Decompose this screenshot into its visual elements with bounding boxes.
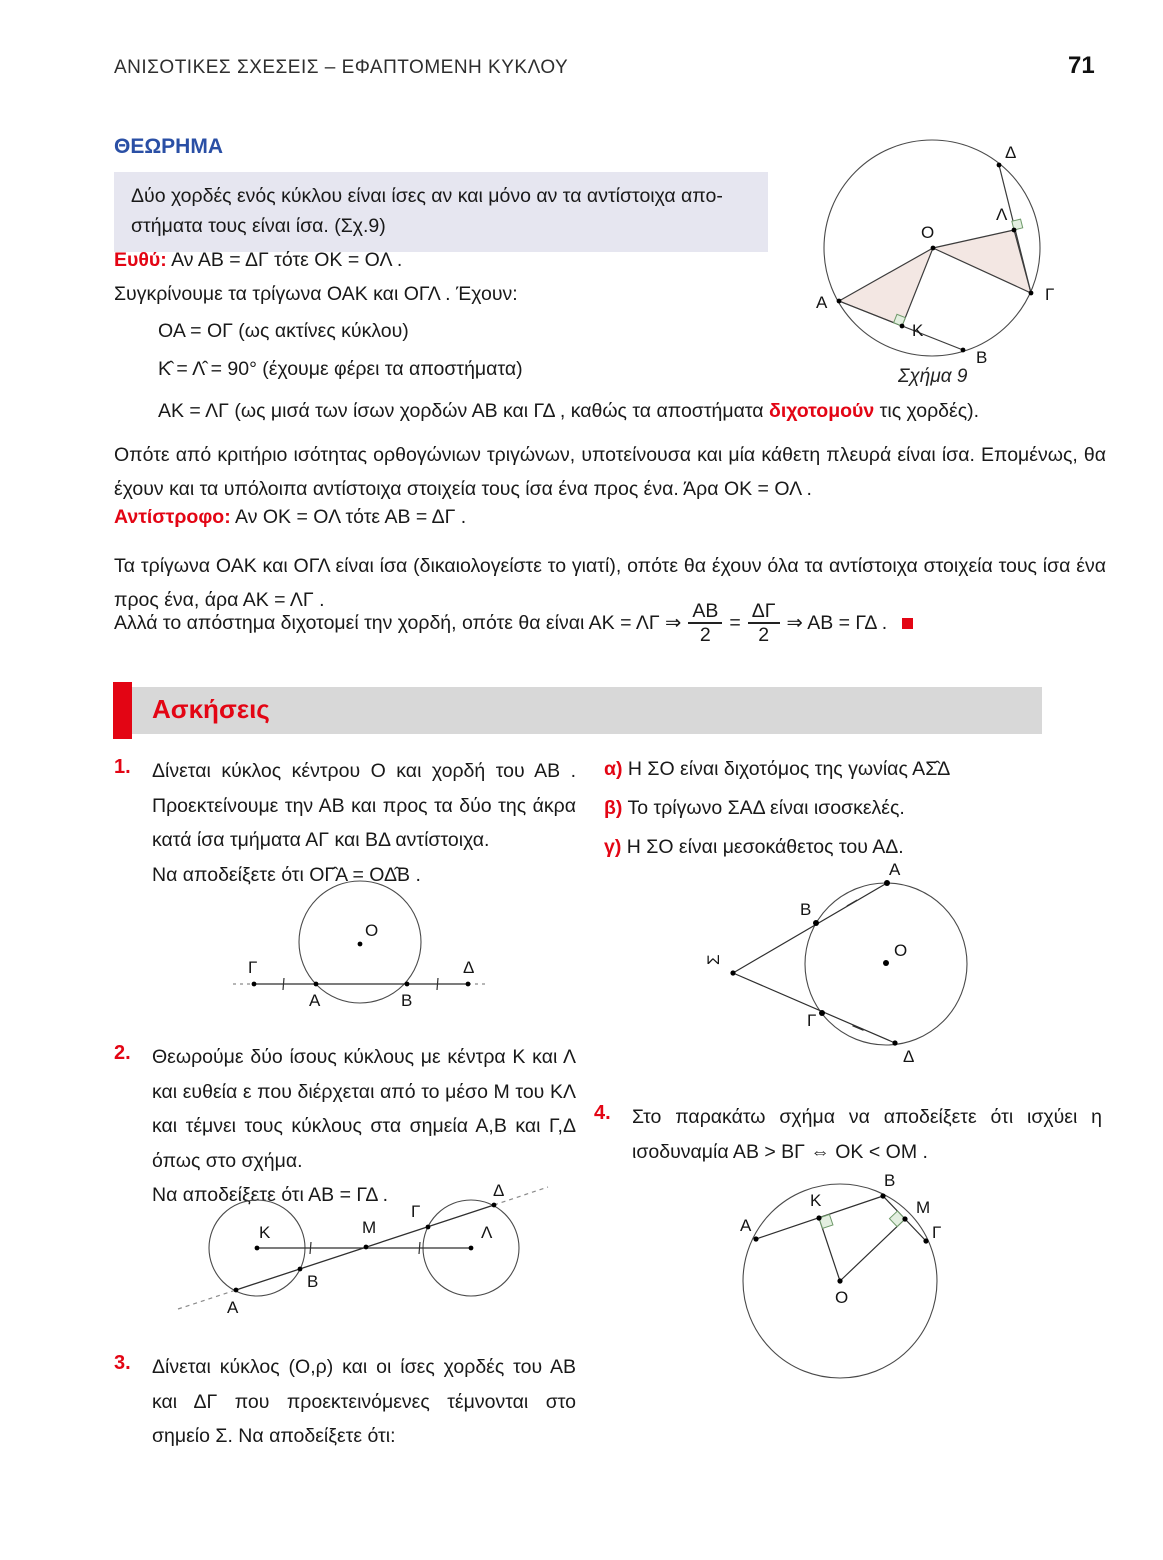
point-label-beta: Β: [307, 1272, 319, 1291]
page-title: ΑΝΙΣΟΤΙΚΕΣ ΣΧΕΣΕΙΣ – ΕΦΑΠΤΟΜΕΝΗ ΚΥΚΛΟΥ: [114, 57, 569, 78]
point-label-beta: Β: [401, 991, 413, 1010]
exercise1-shapes: [233, 881, 489, 1003]
exercise1-diagram: [225, 872, 515, 1034]
conclusion-prefix: Αλλά το απόστημα διχοτομεί την χορδή, οπότε θα είναι ΑΚ = ΛΓ ⇒: [114, 612, 682, 634]
theorem-heading: ΘΕΩΡΗΜΑ: [114, 135, 224, 158]
point-label-gamma: Γ: [1045, 285, 1055, 304]
exercise3-diagram: [688, 862, 1008, 1077]
exercise4-number: 4.: [594, 1102, 611, 1124]
exercise2-task: Να αποδείξετε ότι ΑΒ = ΓΔ .: [152, 1184, 389, 1206]
direct-label: Ευθύ:: [114, 249, 167, 271]
point-label-delta: Δ: [493, 1181, 505, 1200]
point-label-gamma: Γ: [248, 958, 258, 977]
step3-highlight: διχοτομούν: [769, 400, 875, 422]
page-number: 71: [1068, 52, 1095, 79]
sub-g-text: Η ΣΟ είναι μεσοκάθετος του ΑΔ.: [621, 836, 904, 858]
point-label-kappa: Κ: [810, 1191, 822, 1210]
proof-paragraph2: Τα τρίγωνα ΟΑΚ και ΟΓΛ είναι ίσα (δικαιολογείστε το γιατί), οπότε θα έχουν όλα τα αντίστοιχα στοιχεία τους ίσα ένα προς ένα, άρα ΑΚ = ΛΓ .: [114, 555, 1106, 611]
point-label-beta: Β: [884, 1171, 896, 1190]
point-label-alpha: Α: [816, 293, 828, 312]
exercise4-body: Στο παρακάτω σχήμα να αποδείξετε ότι ισχύει η ισοδυναμία ΑΒ > ΒΓ ⇔ ΟΚ < ΟΜ .: [632, 1106, 1102, 1163]
point-label-delta: Δ: [463, 958, 475, 977]
converse-label: Αντίστροφο:: [114, 506, 231, 528]
step2-note: (έχουμε φέρει τα αποστήματα): [256, 358, 523, 380]
fraction-dg-2: [748, 600, 780, 646]
sub-a-text: Η ΣΟ είναι διχοτόμος της γωνίας ΑΣ̂Δ: [622, 758, 951, 780]
point-label-lambda: Λ: [481, 1223, 493, 1242]
point-label-o: Ο: [894, 941, 908, 960]
figure9-caption: Σχήμα 9: [898, 366, 968, 387]
conclusion-suffix: ⇒ ΑΒ = ΓΔ .: [786, 612, 888, 634]
exercise3-sub-g: [604, 836, 904, 859]
exercise3-body: Δίνεται κύκλος (Ο,ρ) και οι ίσες χορδές του ΑΒ και ΔΓ που προεκτεινόμενες τέμνονται στο σημείο Σ. Να αποδείξετε ότι:: [152, 1356, 576, 1447]
fraction1-numerator: ΑΒ: [692, 599, 719, 622]
fraction-equals: =: [729, 611, 741, 634]
point-label-beta: Β: [800, 900, 812, 919]
sub-b-text: Το τρίγωνο ΣΑΔ είναι ισοσκελές.: [622, 797, 905, 819]
exercise2-shapes: [178, 1187, 548, 1309]
point-label-beta: Β: [976, 348, 988, 367]
qed-marker: [902, 618, 913, 629]
fraction2-denominator: 2: [758, 623, 770, 646]
sub-a-label: α): [604, 758, 623, 780]
exercises-red-block: [113, 682, 132, 739]
point-label-delta: Δ: [903, 1047, 915, 1066]
figure9-shapes: [824, 140, 1040, 356]
point-label-o: Ο: [835, 1288, 849, 1307]
exercise4-shapes: [743, 1184, 937, 1378]
point-label-delta: Δ: [1005, 143, 1017, 162]
point-label-alpha: Α: [740, 1216, 752, 1235]
point-label-o: Ο: [365, 921, 379, 940]
point-label-sigma: Σ: [704, 954, 723, 965]
point-label-o: Ο: [921, 223, 935, 242]
sub-b-label: β): [604, 797, 623, 819]
proof-paragraph1: Οπότε από κριτήριο ισότητας ορθογώνιων τριγώνων, υποτείνουσα και μία κάθετη πλευρά είναι ίσα. Επομένως, θα έχουν και τα υπόλοιπα αντίστοιχα στοιχεία τους ίσα ένα προς ένα. Άρα ΟΚ = ΟΛ .: [114, 444, 1106, 500]
proof-conclusion-line: [114, 592, 913, 654]
theorem-box: [114, 172, 768, 252]
point-label-alpha: Α: [227, 1298, 239, 1317]
exercise3-sub-b: [604, 797, 905, 820]
exercise3-shapes: [730, 880, 967, 1046]
fraction2-numerator: ΔΓ: [751, 599, 776, 622]
exercise1-body: Δίνεται κύκλος κέντρου Ο και χορδή του ΑΒ . Προεκτείνουμε την ΑΒ και προς τα δύο της άκρα κατά ίσα τμήματα ΑΓ και ΒΔ αντίστοιχα.: [152, 760, 576, 851]
theorem-text-line1: Δύο χορδές ενός κύκλου είναι ίσες αν και μόνο αν τα αντίστοιχα απο-: [131, 185, 723, 207]
step3-note-before: (ως μισά των ίσων χορδών ΑΒ και ΓΔ , καθώς τα αποστήματα: [228, 400, 769, 422]
point-label-alpha: Α: [889, 862, 901, 879]
proof-step1: [158, 320, 409, 343]
point-label-mu: Μ: [916, 1198, 931, 1217]
exercise2-number: 2.: [114, 1042, 131, 1064]
step3-math: ΑΚ = ΛΓ: [158, 400, 229, 422]
fraction-ab-2: [688, 600, 722, 646]
exercise4-diagram: [698, 1168, 998, 1413]
exercises-heading: Ασκήσεις: [152, 694, 270, 724]
proof-compare-line: Συγκρίνουμε τα τρίγωνα ΟΑΚ και ΟΓΛ . Έχουν:: [114, 283, 518, 305]
theorem-text-line2: στήματα τους είναι ίσα. (Σχ.9): [131, 215, 386, 237]
exercise1-task: Να αποδείξετε ότι ΟΓ̂Α = ΟΔ̂Β .: [152, 863, 421, 886]
exercise2-diagram: [163, 1180, 563, 1350]
exercise3-sub-a: [604, 758, 950, 781]
figure9-diagram: [808, 118, 1120, 368]
point-label-gamma: Γ: [932, 1223, 942, 1242]
point-label-lambda: Λ: [996, 205, 1008, 224]
proof-step2: [158, 358, 523, 381]
converse-text: Αν ΟΚ = ΟΛ τότε ΑΒ = ΔΓ .: [235, 506, 467, 528]
sub-g-label: γ): [604, 836, 622, 858]
point-label-gamma: Γ: [807, 1011, 817, 1030]
exercise2-body: Θεωρούμε δύο ίσους κύκλους με κέντρα Κ και Λ και ευθεία ε που διέρχεται από το μέσο Μ του ΚΛ και τέμνει τους κύκλους στα σημεία Α,Β και Γ,Δ όπως στο σχήμα.: [152, 1046, 576, 1172]
step3-note-after: τις χορδές).: [874, 400, 980, 422]
point-label-kappa: Κ: [259, 1223, 271, 1242]
proof-converse-line: [114, 506, 466, 529]
proof-step3: [158, 400, 979, 423]
point-label-gamma: Γ: [411, 1202, 421, 1221]
proof-direct-line: [114, 249, 402, 272]
point-label-mu: Μ: [362, 1218, 377, 1237]
step1-math: ΟΑ = ΟΓ: [158, 320, 233, 342]
exercise1-number: 1.: [114, 756, 131, 778]
direct-text: Αν ΑΒ = ΔΓ τότε ΟΚ = ΟΛ .: [171, 249, 403, 271]
step2-math: Κ̂ = Λ̂ = 90°: [158, 358, 257, 380]
point-label-alpha: Α: [309, 991, 321, 1010]
exercise3-number: 3.: [114, 1352, 131, 1374]
step1-note: (ως ακτίνες κύκλου): [232, 320, 409, 342]
point-label-kappa: Κ: [912, 321, 924, 340]
fraction1-denominator: 2: [699, 623, 711, 646]
